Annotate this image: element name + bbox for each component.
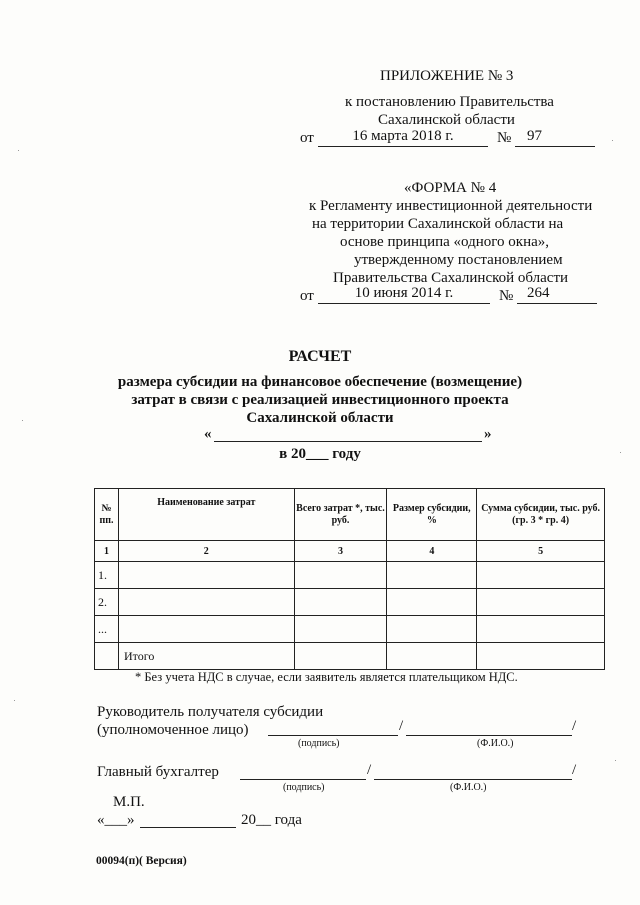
accountant-signature-caption: (подпись) [283,782,325,793]
form-number: 264 [527,285,550,301]
head-name-line [406,735,572,736]
row-3-number: ... [95,616,119,643]
row-3-name [118,616,294,643]
col-num-3: 3 [294,541,387,562]
quote-open: « [204,426,212,442]
row-3-rate [387,616,477,643]
form-line-3: основе принципа «одного окна», [340,234,550,250]
row-1-rate [387,562,477,589]
form-line-1: к Регламенту инвестиционной деятельности [309,198,593,214]
header-number: № пп. [95,489,119,541]
col-num-2: 2 [118,541,294,562]
scan-speck [18,150,19,151]
row-2-sum [477,589,605,616]
head-label-line-2: (уполномоченное лицо) [97,722,249,738]
date-day: «___» [97,812,135,828]
resolution-line-2: Сахалинской области [378,112,515,128]
form-from-label: от [300,288,314,304]
head-slash-1: / [399,718,404,734]
total-label: Итого [118,643,294,670]
column-number-row [95,541,605,562]
head-signature-line [268,735,398,736]
accountant-slash-1: / [367,762,372,778]
total-total [294,643,387,670]
row-2-rate [387,589,477,616]
accountant-name-caption: (Ф.И.О.) [450,782,487,793]
date-underline [318,146,488,147]
date-month-line [140,827,236,828]
row-3-sum [477,616,605,643]
total-sum [477,643,605,670]
accountant-signature-line [240,779,366,780]
project-name-underline [214,441,482,442]
scan-speck [612,140,613,141]
quote-close: » [484,426,492,442]
table-header-row [95,489,605,541]
resolution-line-1: к постановлению Правительства [345,94,554,110]
vat-footnote: * Без учета НДС в случае, если заявитель является плательщиком НДС. [135,670,518,684]
resolution-number: 97 [527,128,542,144]
head-signature-caption: (подпись) [298,738,340,749]
form-date-underline [318,303,490,304]
title-line-2: затрат в связи с реализацией инвестиционного проекта [131,392,509,408]
form-line-5: Правительства Сахалинской области [333,270,569,286]
table-row [95,562,605,589]
form-number-label: № [499,288,514,304]
accountant-slash-2: / [572,762,577,778]
document-title: РАСЧЕТ [288,348,352,365]
form-title: «ФОРМА № 4 [404,180,497,196]
table-row [95,616,605,643]
date-year: 20__ года [241,812,302,828]
table-row [95,589,605,616]
scan-speck [14,700,15,701]
form-number-underline [517,303,597,304]
col-num-1: 1 [95,541,119,562]
form-line-4: утвержденному постановлением [354,252,563,268]
stamp-label: М.П. [113,794,145,810]
form-line-2: на территории Сахалинской области на [312,216,564,232]
appendix-title: ПРИЛОЖЕНИЕ № 3 [380,68,514,84]
scan-speck [615,760,616,761]
row-1-number: 1. [95,562,119,589]
document-code: 00094(п)( Версия) [96,855,187,867]
resolution-date: 16 марта 2018 г. [352,128,454,144]
total-rate [387,643,477,670]
title-line-3: Сахалинской области [246,410,394,426]
total-number [95,643,119,670]
table-total-row [95,643,605,670]
head-slash-2: / [572,718,577,734]
row-2-number: 2. [95,589,119,616]
title-line-1: размера субсидии на финансовое обеспечение (возмещение) [117,374,523,390]
year-line: в 20___ году [279,446,361,462]
subsidy-table [94,488,605,670]
header-cost-name: Наименование затрат [118,489,294,541]
col-num-4: 4 [387,541,477,562]
number-underline [515,146,595,147]
col-num-5: 5 [477,541,605,562]
head-name-caption: (Ф.И.О.) [477,738,514,749]
head-label-line-1: Руководитель получателя субсидии [97,704,324,720]
row-2-name [118,589,294,616]
row-1-name [118,562,294,589]
row-3-total [294,616,387,643]
form-date: 10 июня 2014 г. [354,285,454,301]
header-total-costs: Всего затрат *, тыс. руб. [294,489,387,541]
scan-speck [22,420,23,421]
accountant-name-line [374,779,572,780]
row-1-sum [477,562,605,589]
scan-speck [620,452,621,453]
number-label: № [497,130,512,146]
from-label: от [300,130,314,146]
row-2-total [294,589,387,616]
header-subsidy-sum: Сумма субсидии, тыс. руб. (гр. 3 * гр. 4) [477,489,605,541]
accountant-label: Главный бухгалтер [97,764,219,780]
header-subsidy-rate: Размер субсидии, % [387,489,477,541]
row-1-total [294,562,387,589]
